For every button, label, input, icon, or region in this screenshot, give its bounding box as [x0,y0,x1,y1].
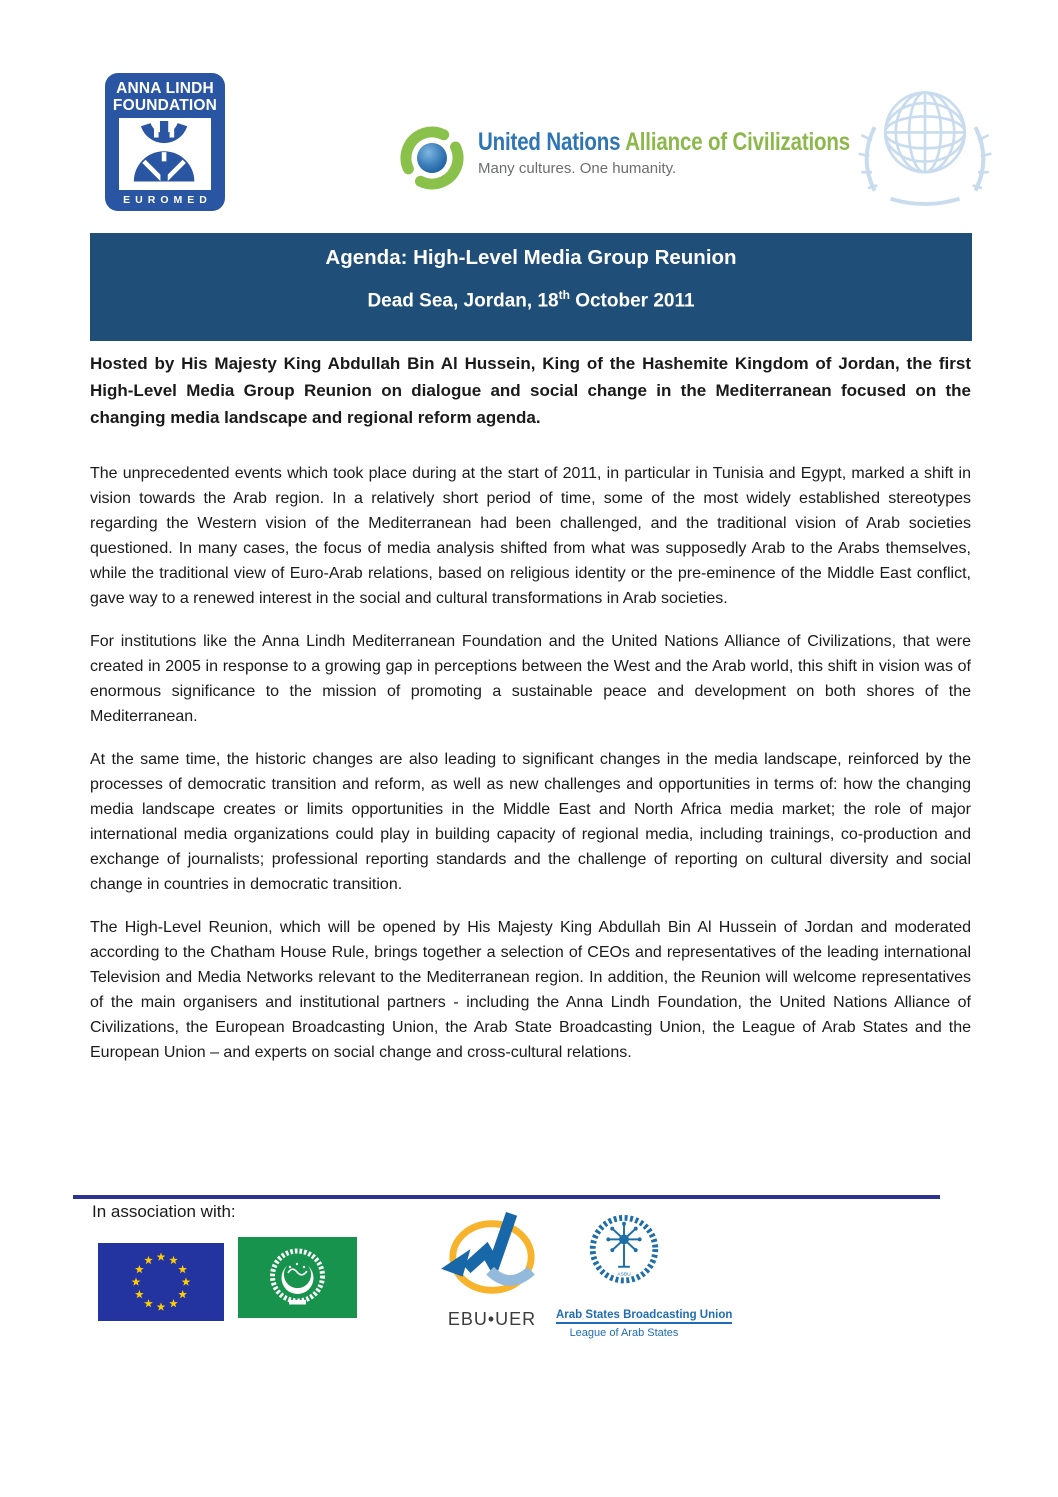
unaoc-title [478,128,850,157]
alf-logo-line2: FOUNDATION [112,96,218,114]
body-paragraphs [90,461,971,1083]
banner [90,233,972,341]
lead-paragraph: Hosted by His Majesty King Abdullah Bin Al Hussein, King of the Hashemite Kingdom of Jordan, the first High-Level Media Group Reunion on dialogue and social change in the Mediterranean focused on the changing media landscape and regional reform agenda. [90,354,971,427]
banner-date [90,288,972,312]
alf-logo-title [113,81,217,114]
ebu-uer-logo [432,1208,552,1330]
ebu-uer-label: EBU•UER [447,1309,537,1329]
footer-divider [73,1195,940,1199]
unaoc-name-blue: United Nations [478,128,621,156]
banner-date-post: October 2011 [569,290,695,312]
asbu-title: Arab States Broadcasting Union [556,1309,732,1324]
paragraph-4: The High-Level Reunion, which will be opened by His Majesty King Abdullah Bin Al Hussein of Jordan and moderated according to the Chatham House Rule, brings together a selection of CEOs and representatives of the leading international Television and Media Networks relevant to the Mediterranean region. In addition, the Reunion will welcome representatives of the main organisers and institutional partners - including the Anna Lindh Foundation, the United Nations Alliance of Civilizations, the European Broadcasting Union, the Arab State Broadcasting Union, the League of Arab States and the European Union – and experts on social change and cross-cultural relations. [90,919,971,1061]
anna-lindh-foundation-emblem-icon [123,121,207,187]
banner-title: Agenda: High-Level Media Group Reunion [325,246,737,269]
european-union-flag-icon [98,1243,224,1321]
paragraph-1: The unprecedented events which took place during at the start of 2011, in particular in Tunisia and Egypt, marked a shift in vision towards the Arab region. In a relatively short period of time, some of the most widely established stereotypes regarding the Western vision of the Mediterranean had been challenged, and the traditional vision of Arab societies questioned. In many cases, the focus of media analysis shifted from what was supposedly Arab to the Arabs themselves, while the traditional view of Euro-Arab relations, based on religious identity or the pre-eminence of the Middle East conflict, gave way to a renewed interest in the social and cultural transformations in Arab societies. [90,465,971,607]
unaoc-name-green: Alliance of Civilizations [625,128,850,156]
alf-emblem-panel [119,118,211,190]
asbu-emblem-icon [580,1212,668,1300]
banner-date-superscript: th [558,288,570,302]
ebu-uer-logo-icon [433,1208,551,1304]
anna-lindh-foundation-logo [105,73,225,211]
association-label: In association with: [92,1202,236,1221]
unaoc-globe-swirl-icon [396,122,468,194]
asbu-subtitle: League of Arab States [569,1327,679,1339]
paragraph-3: At the same time, the historic changes are also leading to significant changes in the media landscape, reinforced by the processes of democratic transition and reform, as well as new challenges and opportunities in terms of: how the changing media landscape creates or limits opportunities in the Middle East and North Africa media market; the role of major international media organizations could play in building capacity of regional media, including trainings, co-production and exchange of journalists; professional reporting standards and the challenge of reporting on cultural diversity and social change in countries in democratic transition. [90,751,971,893]
paragraph-2: For institutions like the Anna Lindh Mediterranean Foundation and the United Nations Alliance of Civilizations, that were created in 2005 in response to a growing gap in perceptions between the West and the Arab world, this shift in vision was of enormous significance to the mission of promoting a sustainable peace and development on both shores of the Mediterranean. [90,633,971,725]
league-of-arab-states-flag-icon [238,1237,357,1318]
banner-date-pre: Dead Sea, Jordan, 18 [367,290,559,312]
alf-euromed-label: EUROMED [123,194,212,206]
unaoc-tagline: Many cultures. One humanity. [478,160,677,177]
alf-logo-line1: ANNA LINDH [116,80,214,97]
svg-text:ASBU: ASBU [617,1272,631,1278]
asbu-logo [556,1212,733,1339]
united-nations-emblem-watermark-icon [845,82,1005,208]
